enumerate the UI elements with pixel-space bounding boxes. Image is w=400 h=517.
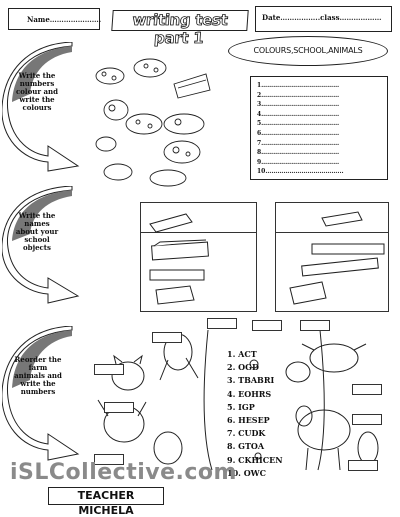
instruction-school: Write the names about your school objects <box>15 211 59 252</box>
name-field[interactable]: Name…………………. <box>8 8 100 30</box>
instruction-colours: Write the numbers colour and write the colours <box>16 71 58 112</box>
animal-answer-box[interactable] <box>252 320 282 331</box>
colour-splotches-image <box>88 54 238 190</box>
animal-answer-box[interactable] <box>352 414 382 425</box>
topics-oval: COLOURS,SCHOOL,ANIMALS <box>228 36 388 66</box>
watermark: iSLCollective.com <box>10 460 237 485</box>
animal-answer-box[interactable] <box>104 402 134 413</box>
teacher-label: TEACHER MICHELA <box>48 487 164 505</box>
anagram-item: 3. TBABRI <box>227 375 275 386</box>
school-objects-image-right <box>282 206 394 310</box>
answer-line[interactable]: 4………………………………… <box>257 110 340 118</box>
answer-line[interactable]: 9………………………………… <box>257 158 340 166</box>
anagram-item: 5. IGP <box>227 401 255 412</box>
answer-line[interactable]: 1………………………………… <box>257 82 340 89</box>
anagram-item: 7. CUDK <box>227 428 266 439</box>
animal-answer-box[interactable] <box>152 332 182 343</box>
animal-answer-box[interactable] <box>348 460 378 471</box>
animal-answer-box[interactable] <box>94 364 124 375</box>
animal-answer-box[interactable] <box>352 384 382 395</box>
school-objects-image <box>146 206 258 310</box>
instruction-farm: Reorder the farm animals and write the numbers <box>14 355 62 396</box>
anagram-item: 6. HESEP <box>227 415 270 426</box>
anagram-item: 1. ACT <box>227 349 257 359</box>
answer-line[interactable]: 2………………………………… <box>257 91 340 99</box>
answer-line[interactable]: 5………………………………… <box>257 120 340 128</box>
answer-line[interactable]: 7………………………………… <box>257 139 340 147</box>
anagram-item: 10. OWC <box>227 467 267 478</box>
anagram-item: 4. EOHRS <box>227 388 272 399</box>
anagram-item: 9. CKHICEN <box>227 454 283 465</box>
answer-line[interactable]: 8………………………………… <box>257 149 340 157</box>
answer-line[interactable]: 3………………………………… <box>257 101 340 109</box>
anagram-item: 2. OGD <box>227 362 259 373</box>
answer-line[interactable]: 6………………………………… <box>257 129 340 137</box>
animal-answer-box[interactable] <box>207 318 237 329</box>
anagram-item: 8. GTOA <box>227 441 265 452</box>
date-class-field[interactable]: Date……………..class……………… <box>255 6 392 32</box>
answer-lines-box[interactable] <box>250 76 388 180</box>
animal-answer-box[interactable] <box>300 320 330 331</box>
answer-line[interactable]: 10………………………………... <box>257 168 344 176</box>
worksheet-title: writing test part 1 <box>111 10 248 31</box>
